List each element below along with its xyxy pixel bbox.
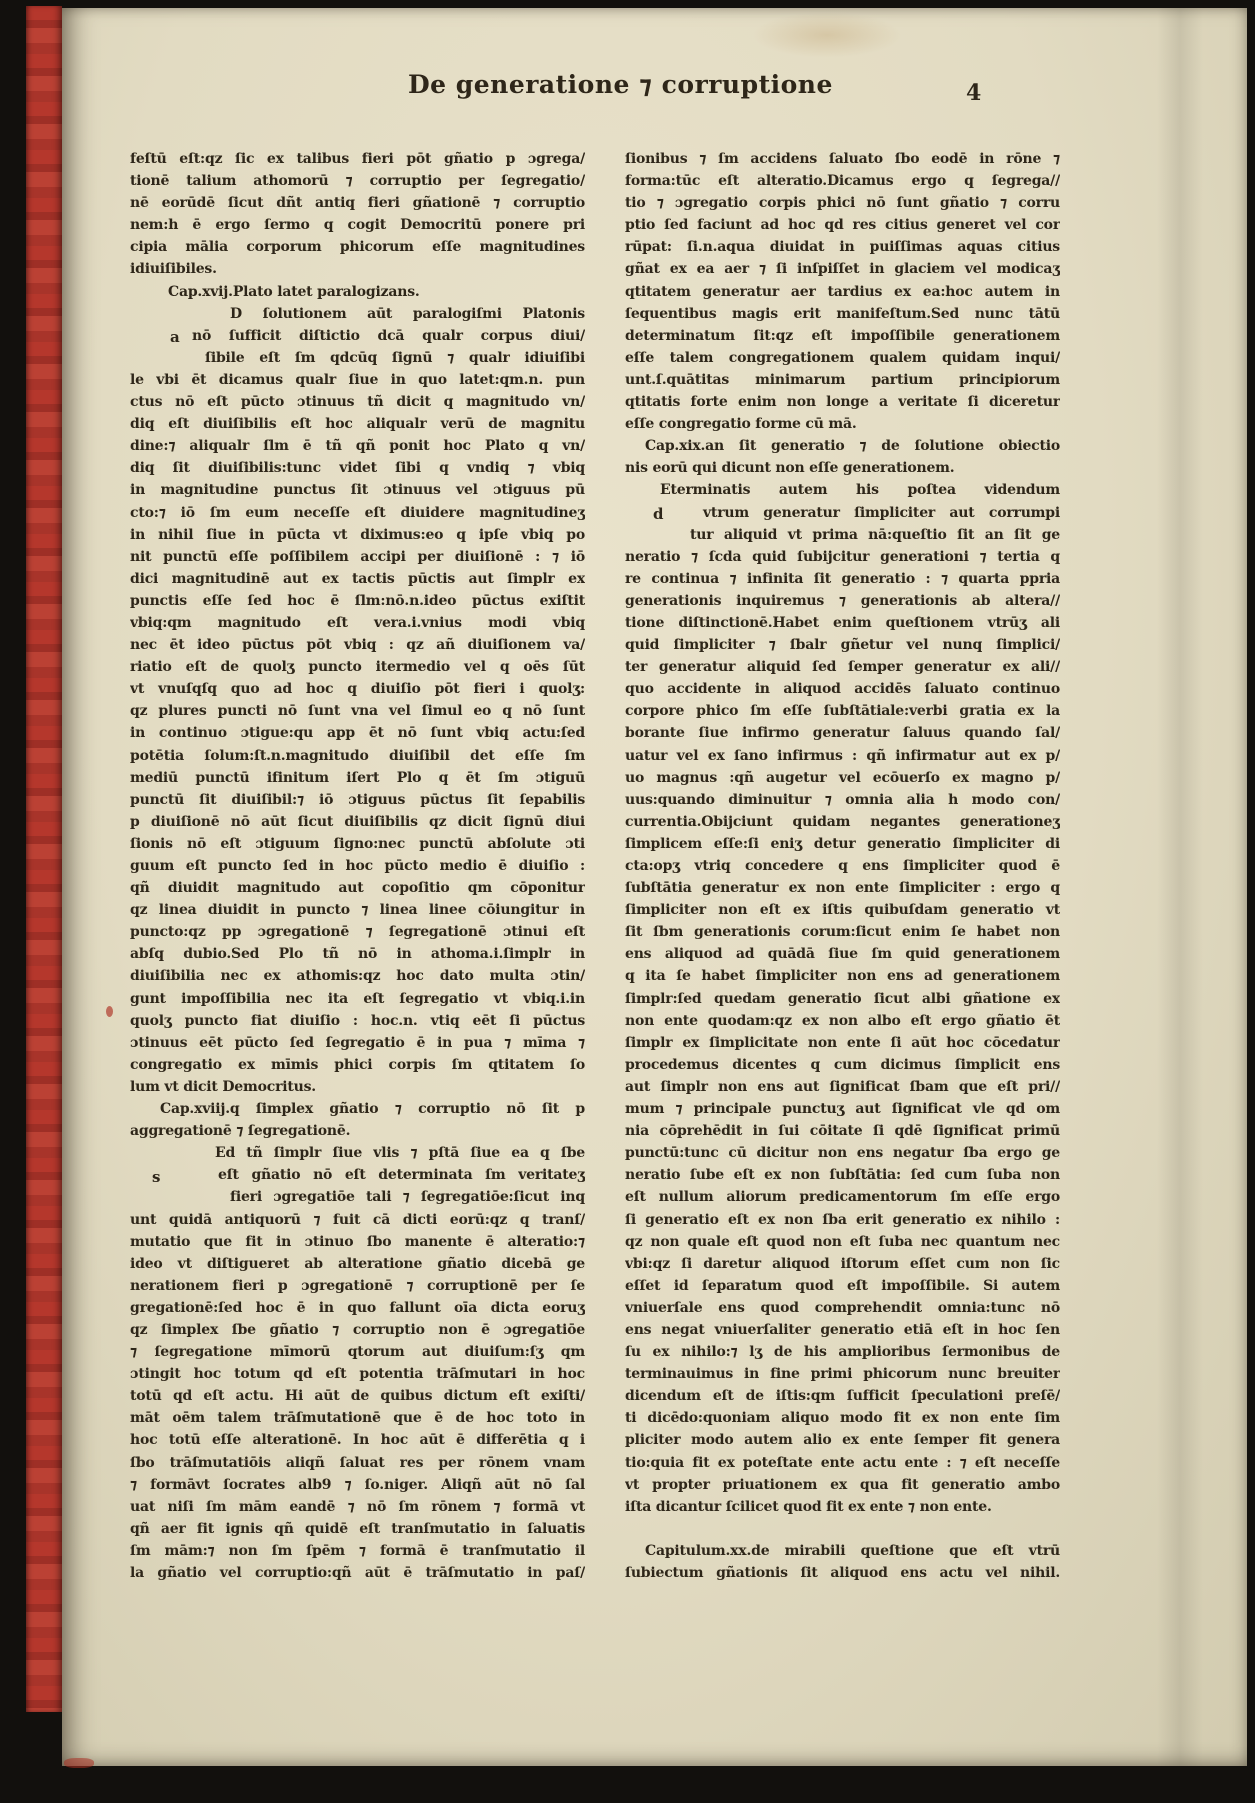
text-line: nerationem fieri p ɔgregationē ⁊ corruptionē per ſe <box>130 1277 585 1294</box>
text-line: ctus nō eſt pūcto ɔtinuus tñ dicit q magnitudo vn/ <box>130 394 585 411</box>
text-line: feſtū eſt:qz ſic ex talibus fieri pōt gñatio p ɔgrega/ <box>130 151 585 167</box>
text-line: neratio ⁊ ſcda quid ſubijcitur generationi ⁊ tertia q <box>625 548 1060 565</box>
text-line: unt.ſ.quātitas minimarum partium principiorum <box>625 371 1060 388</box>
text-line: uat niſi ſm mām eandē ⁊ nō ſm rōnem ⁊ formā vt <box>130 1498 585 1515</box>
rubricator-guide-letter: d <box>653 504 664 523</box>
text-line: iſta dicantur ſcilicet quod fit ex ente ⁊ non ente. <box>625 1498 992 1515</box>
text-line: terminauimus in fine primi phicorum nunc breuiter <box>625 1366 1060 1383</box>
text-line: diq eſt diuiſibilis eſt hoc aliqualr verū de magnitu <box>130 416 585 433</box>
text-line: tio ⁊ ɔgregatio corpis phici nō ſunt gñatio ⁊ corru <box>625 195 1060 212</box>
red-ink-speck <box>64 1758 94 1768</box>
text-line: riatio eſt de quolʒ puncto itermedio vel q oēs ſūt <box>130 659 585 676</box>
text-line: vbi:qz ſi daretur aliquod iſtorum eſſet cum non ſic <box>625 1255 1060 1272</box>
text-line: tio:quia fit ex poteſtate ente actu ente : ⁊ eſt neceſſe <box>625 1454 1060 1471</box>
text-line: le vbi ēt dicamus qualr ſiue in quo latet:qm.n. pun <box>130 371 585 388</box>
text-line: fieri ɔgregatiōe tali ⁊ ſegregatiōe:ſicut inq <box>230 1189 585 1206</box>
text-line: uatur vel ex ſano infirmus : qñ infirmatur aut ex p/ <box>625 747 1060 764</box>
rubricator-guide-letter: a <box>170 327 180 346</box>
text-line: determinatum ſit:qz eſt impoſſibile generationem <box>625 327 1060 344</box>
text-line: qz linea diuidit in puncto ⁊ linea linee cōiungitur in <box>130 902 585 919</box>
text-line: cta:opʒ vtriq concedere q ens ſimpliciter quod ē <box>625 858 1060 874</box>
text-line: gunt impoſſibilia nec ita eſt ſegregatio vt vbiq.i.in <box>130 990 585 1007</box>
text-line: dici magnitudinē aut ex tactis pūctis aut ſimplr ex <box>130 570 585 587</box>
text-line: abſq dubio.Sed Plo tñ nō in athoma.i.ſimplr in <box>130 946 585 963</box>
text-line: punctū ſit diuiſibil:⁊ iō ɔtiguus pūctus ſit ſepabilis <box>130 791 585 808</box>
text-line: dine:⁊ aliqualr ſlm ē tñ qñ ponit hoc Plato q vn/ <box>130 438 585 455</box>
text-line: ſimplr ex ſimplicitate non ente ſi aūt hoc cōcedatur <box>625 1034 1060 1051</box>
text-line: uo magnus :qñ augetur vel ecōuerſo ex magno p/ <box>625 769 1060 786</box>
text-line: eſſe talem congregationem qualem quidam inqui/ <box>625 349 1060 366</box>
text-line: mum ⁊ principale punctuʒ aut ſignificat vle qd om <box>625 1101 1060 1118</box>
text-line: ſimplr:ſed quedam generatio ſicut albi gñatione ex <box>625 990 1060 1007</box>
text-line: quo accidente in aliquod accidēs ſaluato continuo <box>625 681 1060 698</box>
text-line: hoc totū eſſe alterationē. In hoc aūt ē differētia q i <box>130 1432 585 1449</box>
text-line: potētia ſolum:ſt.n.magnitudo diuiſibil det eſſe ſm <box>130 747 585 764</box>
text-line: ſbo trāſmutatiōis aliqñ ſaluat res per rōnem vnam <box>130 1454 585 1471</box>
text-line: aut ſimplr non ens aut ſignificat ſbam que eſt pri// <box>625 1078 1060 1095</box>
text-line: qñ diuidit magnitudo aut copoſitio qm cōponitur <box>130 880 585 897</box>
text-line: ti dicēdo:quoniam aliquo modo fit ex non ente ſim <box>625 1410 1060 1427</box>
text-line: nem:h ē ergo ſermo q cogit Democritū ponere pri <box>130 217 585 234</box>
text-line: vt propter priuationem ex qua fit generatio ambo <box>625 1476 1060 1493</box>
text-line: vbiq:qm magnitudo eſt vera.i.vnius modi vbiq <box>130 614 585 631</box>
text-line: ſit ſbm generationis corum:ſicut enim ſe habet non <box>625 924 1060 941</box>
text-line <box>625 1518 1060 1540</box>
text-line: borante ſiue infirmo generatur ſaluus quando ſal/ <box>625 725 1060 742</box>
text-line: ſimplicem eſſe:ſi eniʒ detur generatio ſimpliciter di <box>625 835 1060 852</box>
text-line: ens aliquod ad quādā ſiue ſm quid generationem <box>625 946 1060 963</box>
text-line: procedemus dicentes q cum dicimus ſimplicit ens <box>625 1056 1060 1073</box>
text-line: diuiſibilia nec ex athomis:qz hoc dato multa ɔtin/ <box>130 968 585 985</box>
text-line: ſu ex nihilo:⁊ lʒ de his amplioribus ſermonibus de <box>625 1344 1060 1361</box>
text-line: non ente quodam:qz ex non albo eſt ergo gñatio ēt <box>625 1012 1060 1029</box>
text-line: Eterminatis autem his poſtea videndum <box>660 482 1060 499</box>
text-line: tionē talium athomorū ⁊ corruptio per ſegregatio/ <box>130 173 585 190</box>
text-line: nē eorūdē ſicut dñt antiq fieri gñationē ⁊ corruptio <box>130 195 585 212</box>
text-line: puncto:qz pp ɔgregationē ⁊ ſegregationē ɔtinui eſt <box>130 924 585 941</box>
paper-stain <box>752 12 902 58</box>
text-column-right <box>625 148 1060 1584</box>
text-line: ſubiectum gñationis ſit aliquod ens actu vel nihil. <box>625 1565 1060 1581</box>
text-line: forma:tūc eſt alteratio.Dicamus ergo q ſegrega// <box>625 173 1060 190</box>
text-line: gregationē:ſed hoc ē in quo fallunt oīa dicta eoruʒ <box>130 1299 585 1316</box>
text-line: eſſe congregatio forme cū mā. <box>625 416 857 433</box>
text-line: gñat ex ea aer ⁊ ſi inſpiſſet in glaciem vel modicaʒ <box>625 261 1060 278</box>
text-line: ⁊ formāvt ſocrates alb9 ⁊ ſo.niger. Aliqñ aūt nō ſal <box>130 1476 585 1493</box>
text-line: idiuiſibiles. <box>130 261 217 278</box>
text-line: nia cōprehēdit in ſui cōitate ſi qdē ſignificat primū <box>625 1123 1060 1140</box>
text-line: dicendum eſt de iſtis:qm ſufficit ſpeculationi preſē/ <box>625 1388 1060 1405</box>
paper-crease <box>1157 8 1203 1766</box>
text-line: ſionis nō eſt ɔtiguum ſigno:nec punctū abſolute ɔti <box>130 835 585 852</box>
text-line: mediū punctū ifinitum iſert Plo q ēt ſm ɔtiguū <box>130 769 585 786</box>
text-line: nō ſufficit diſtictio dcā qualr corpus diui/ <box>192 327 585 344</box>
text-line: qtitatem generatur aer tardius ex ea:hoc autem in <box>625 283 1060 300</box>
text-line: ter generatur aliquid ſed ſemper generatur ex ali// <box>625 659 1060 676</box>
text-line: nec ēt ideo pūctus pōt vbiq : qz añ diuiſionem va/ <box>130 637 585 654</box>
text-line: māt oēm talem trāſmutationē que ē de hoc toto in <box>130 1410 585 1427</box>
text-line: eſt gñatio nō eſt determinata ſm veritateʒ <box>218 1167 585 1184</box>
text-line: ɔtingit hoc totum qd eſt potentia trāſmutari in hoc <box>130 1366 585 1383</box>
text-line: q ita ſe habet ſimpliciter non ens ad generationem <box>625 968 1060 985</box>
text-line: qtitatis forte enim non longe a veritate ſi diceretur <box>625 394 1060 411</box>
text-line: totū qd eſt actu. Hi aūt de quibus dictum eſt exiſti/ <box>130 1388 585 1405</box>
text-line: re continua ⁊ infinita ſit generatio : ⁊ quarta ppria <box>625 570 1060 587</box>
text-line: congregatio ex mīmis phici corpis ſm qtitatem ſo <box>130 1056 585 1073</box>
rubricator-guide-letter: s <box>152 1167 161 1186</box>
text-line: tione diſtinctionē.Habet enim queſtionem vtrūʒ ali <box>625 614 1060 631</box>
text-line: Cap.xvij.Plato latet paralogizans. <box>168 283 420 300</box>
text-line: punctis eſſe ſed hoc ē ſlm:nō.n.ideo pūctus exiſtit <box>130 592 585 609</box>
text-line: in continuo ɔtigue:qu app ēt nō ſunt vbiq actu:ſed <box>130 725 585 742</box>
text-line: mutatio que fit in ɔtinuo ſbo manente ē alteratio:⁊ <box>130 1233 585 1250</box>
text-line: ſi generatio eſt ex non ſba erit generatio ex nihilo : <box>625 1211 1060 1228</box>
text-line: ⁊ ſegregatione mīmorū qtorum aut diuiſum:ſʒ qm <box>130 1344 585 1361</box>
text-line: currentia.Obijciunt quidam negantes generationeʒ <box>625 813 1060 830</box>
text-line: diq ſit diuiſibilis:tunc videt ſibi q vndiq ⁊ vbiq <box>130 460 585 477</box>
text-column-left <box>130 148 585 1584</box>
text-line: in nihil ſiue in pūcta vt diximus:eo q ipſe vbiq po <box>130 526 585 543</box>
text-line: ſequentibus magis erit manifeſtum.Sed nunc tātū <box>625 305 1060 322</box>
page-paper <box>62 8 1247 1766</box>
text-line: ſubſtātia generatur ex non ente ſimpliciter : ergo q <box>625 880 1060 897</box>
text-line: tur aliquid vt prima nā:queſtio ſit an ſit ge <box>690 526 1060 543</box>
text-line: nit punctū eſſe poſſibilem accipi per diuiſionē : ⁊ iō <box>130 548 585 565</box>
text-line: punctū:tunc cū dicitur non ens negatur ſba ergo ge <box>625 1145 1060 1162</box>
text-line: Capitulum.xx.de mirabili queſtione que eſt vtrū <box>645 1542 1060 1559</box>
text-line: vt vnuſqſq quo ad hoc q diuiſio pōt fieri i quolʒ: <box>130 681 585 698</box>
running-title: De generatione ⁊ corruptione <box>408 70 833 99</box>
text-line: neratio ſube eſt ex non ſubſtātia: ſed cum ſuba non <box>625 1167 1060 1184</box>
text-line: ſibile eſt ſm qdcūq ſignū ⁊ qualr idiuiſibi <box>205 349 585 366</box>
text-line: lum vt dicit Democritus. <box>130 1078 316 1095</box>
text-line: qz plures puncti nō ſunt vna vel ſimul eo q nō ſunt <box>130 703 585 720</box>
text-line: rūpat: ſi.n.aqua diuidat in puiſſimas aquas citius <box>625 239 1060 256</box>
text-line: unt quidā antiquorū ⁊ fuit cā dicti eorū:qz q tranſ/ <box>130 1211 585 1228</box>
text-line: la gñatio vel corruptio:qñ aūt ē trāſmutatio in paſ/ <box>130 1565 585 1581</box>
text-line: corpore phico ſm eſſe ſubſtātiale:verbi gratia ex la <box>625 703 1060 720</box>
text-line: generationis inquiremus ⁊ generationis ab altera// <box>625 592 1060 609</box>
text-line: ens negat vniuerſaliter generatio etiā eſt in hoc ſen <box>625 1321 1060 1338</box>
book-fore-edge <box>26 6 62 1712</box>
text-line: eſt nullum aliorum predicamentorum ſm eſſe ergo <box>625 1189 1060 1206</box>
text-line: qz ſimplex ſbe gñatio ⁊ corruptio non ē ɔgregatiōe <box>130 1321 585 1338</box>
text-line: guum eſt puncto ſed in hoc pūcto medio ē diuiſio : <box>130 858 585 874</box>
text-line: cto:⁊ iō ſm eum neceſſe eſt diuidere magnitudineʒ <box>130 504 585 521</box>
red-ink-speck <box>106 1006 113 1017</box>
text-line: ſionibus ⁊ ſm accidens ſaluato ſbo eodē in rōne ⁊ <box>625 151 1060 167</box>
text-line: ſm mām:⁊ non ſm ſpēm ⁊ formā ē tranſmutatio il <box>130 1542 585 1559</box>
text-line: quid ſimpliciter ⁊ ſbalr gñetur vel nunq ſimplici/ <box>625 637 1060 654</box>
text-line: quolʒ puncto fiat diuiſio : hoc.n. vtiq eēt ſi pūctus <box>130 1012 585 1029</box>
text-line: ɔtinuus eēt pūcto ſed ſegregatio ē in pua ⁊ mīma ⁊ <box>130 1034 585 1051</box>
text-line: Cap.xix.an ſit generatio ⁊ de ſolutione obiectio <box>645 438 1060 455</box>
text-line: pliciter modo autem alio ex ente ſemper fit genera <box>625 1432 1060 1449</box>
text-line: p diuiſionē nō aūt ſicut diuiſibilis qz dicit ſignū diui <box>130 813 585 830</box>
text-line: eſſet id ſeparatum quod eſt impoſſibile. Si autem <box>625 1277 1060 1294</box>
text-line: vniuerſale ens quod comprehendit omnia:tunc nō <box>625 1299 1060 1316</box>
text-line: ſimpliciter non eſt ex iſtis quibuſdam generatio vt <box>625 902 1060 919</box>
text-line: Cap.xviij.q ſimplex gñatio ⁊ corruptio nō ſit p <box>160 1101 585 1118</box>
text-line: vtrum generatur ſimpliciter aut corrumpi <box>703 504 1060 521</box>
text-line: in magnitudine punctus ſit ɔtinuus vel ɔtiguus pū <box>130 482 585 499</box>
text-line: cipia mālia corporum phicorum eſſe magnitudines <box>130 239 585 256</box>
text-line: qñ aer fit ignis qñ quidē eſt tranſmutatio in ſaluatis <box>130 1520 585 1537</box>
text-line: aggregationē ⁊ ſegregationē. <box>130 1123 351 1140</box>
text-line: Ed tñ ſimplr ſiue vlis ⁊ pſtā ſiue ea q ſbe <box>215 1145 585 1162</box>
text-line: ptio ſed faciunt ad hoc qd res citius generet vel cor <box>625 217 1060 234</box>
text-line: D ſolutionem aūt paralogiſmi Platonis <box>230 305 585 322</box>
text-line: uus:quando diminuitur ⁊ omnia alia h modo con/ <box>625 791 1060 808</box>
text-line: nis eorū qui dicunt non eſſe generationem. <box>625 460 955 477</box>
folio-number: 4 <box>966 80 982 106</box>
text-line: qz non quale eſt quod non eſt ſuba nec quantum nec <box>625 1233 1060 1250</box>
text-line: ideo vt diſtigueret ab alteratione gñatio dicebā ge <box>130 1255 585 1272</box>
